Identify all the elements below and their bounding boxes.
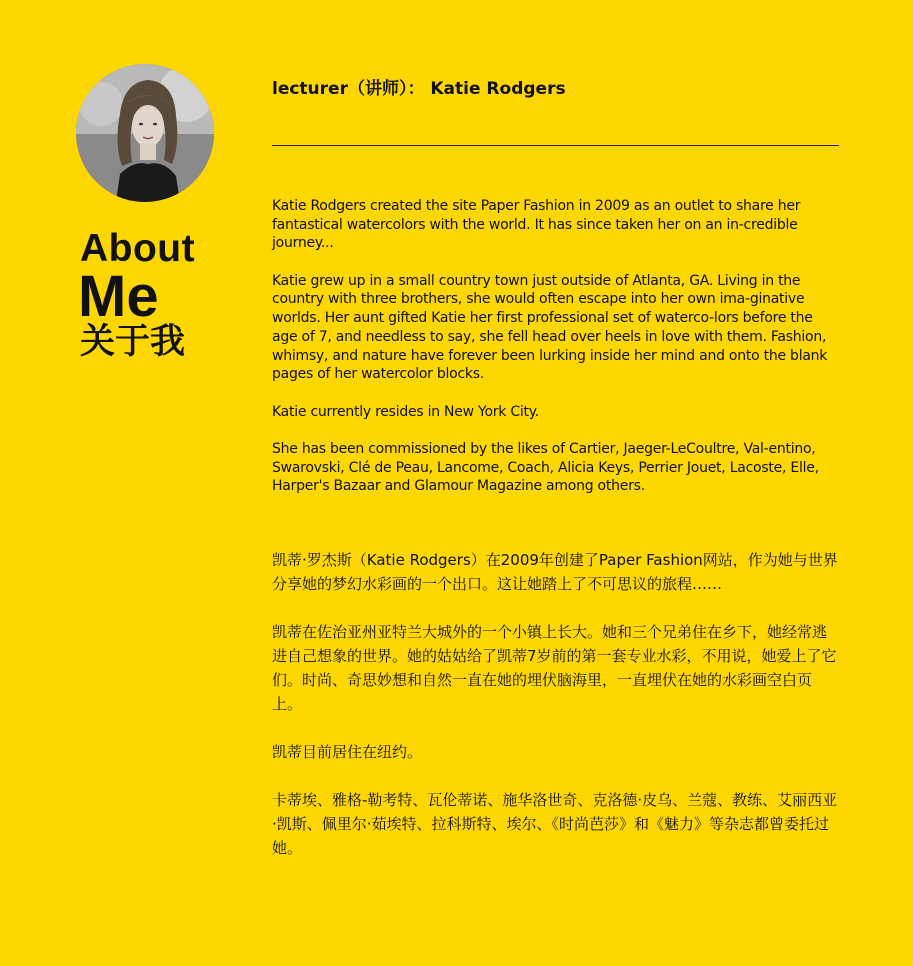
avatar (76, 64, 214, 202)
bio-english (272, 197, 839, 515)
about-heading-line2: Me (78, 264, 159, 329)
portrait-photo (76, 64, 214, 202)
about-heading-line1: About (80, 227, 196, 270)
bio-cn-paragraph: 凯蒂目前居住在纽约。 (272, 743, 423, 761)
bio-cn-paragraph: 凯蒂在佐治亚州亚特兰大城外的一个小镇上长大。她和三个兄弟住在乡下，她经常逃进自己想象的世界。她的姑姑给了凯蒂7岁前的第一套专业水彩，不用说，她爱上了它们。时尚、奇思妙想和自然一直在她的埋伏脑海里，一直埋伏在她的水彩画空白页上。 (272, 623, 837, 713)
bio-paragraph: Katie Rodgers created the site Paper Fashion in 2009 as an outlet to share her fantastical watercolors with the world. It has since taken her on an in-credible journey... (272, 198, 801, 252)
about-heading-chinese: 关于我 (80, 322, 186, 362)
bio-paragraph: Katie grew up in a small country town just outside of Atlanta, GA. Living in the country with three brothers, she would often escape into her own ima-ginative worlds. Her aunt gifted Katie her first professional set of waterco-lors before the age of 7, and needless to say, she fell head over heels in love with them. Fashion, whimsy, and nature have forever been lurking inside her mind and onto the blank pages of her watercolor blocks. (272, 272, 828, 383)
bio-paragraph: Katie currently resides in New York City. (272, 403, 539, 420)
bio-cn-paragraph: 卡蒂埃、雅格-勒考特、瓦伦蒂诺、施华洛世奇、克洛德·皮乌、兰蔻、教练、艾丽西亚·凯斯、佩里尔·茹埃特、拉科斯特、埃尔、《时尚芭莎》和《魅力》等杂志都曾委托过她。 (272, 791, 838, 857)
bio-chinese (272, 548, 839, 884)
about-me-heading (80, 228, 195, 362)
divider (272, 145, 839, 146)
lecturer-title: lecturer（讲师）： Katie Rodgers (272, 79, 566, 99)
bio-cn-paragraph: 凯蒂·罗杰斯（Katie Rodgers）在2009年创建了Paper Fashion网站，作为她与世界分享她的梦幻水彩画的一个出口。这让她踏上了不可思议的旅程…… (272, 551, 838, 593)
bio-paragraph: She has been commissioned by the likes of Cartier, Jaeger-LeCoultre, Val-entino, Swarovski, Clé de Peau, Lancome, Coach, Alicia Keys, Perrier Jouet, Lacoste, Elle, Harper's Bazaar and Glamour Magazine among others. (272, 440, 819, 495)
